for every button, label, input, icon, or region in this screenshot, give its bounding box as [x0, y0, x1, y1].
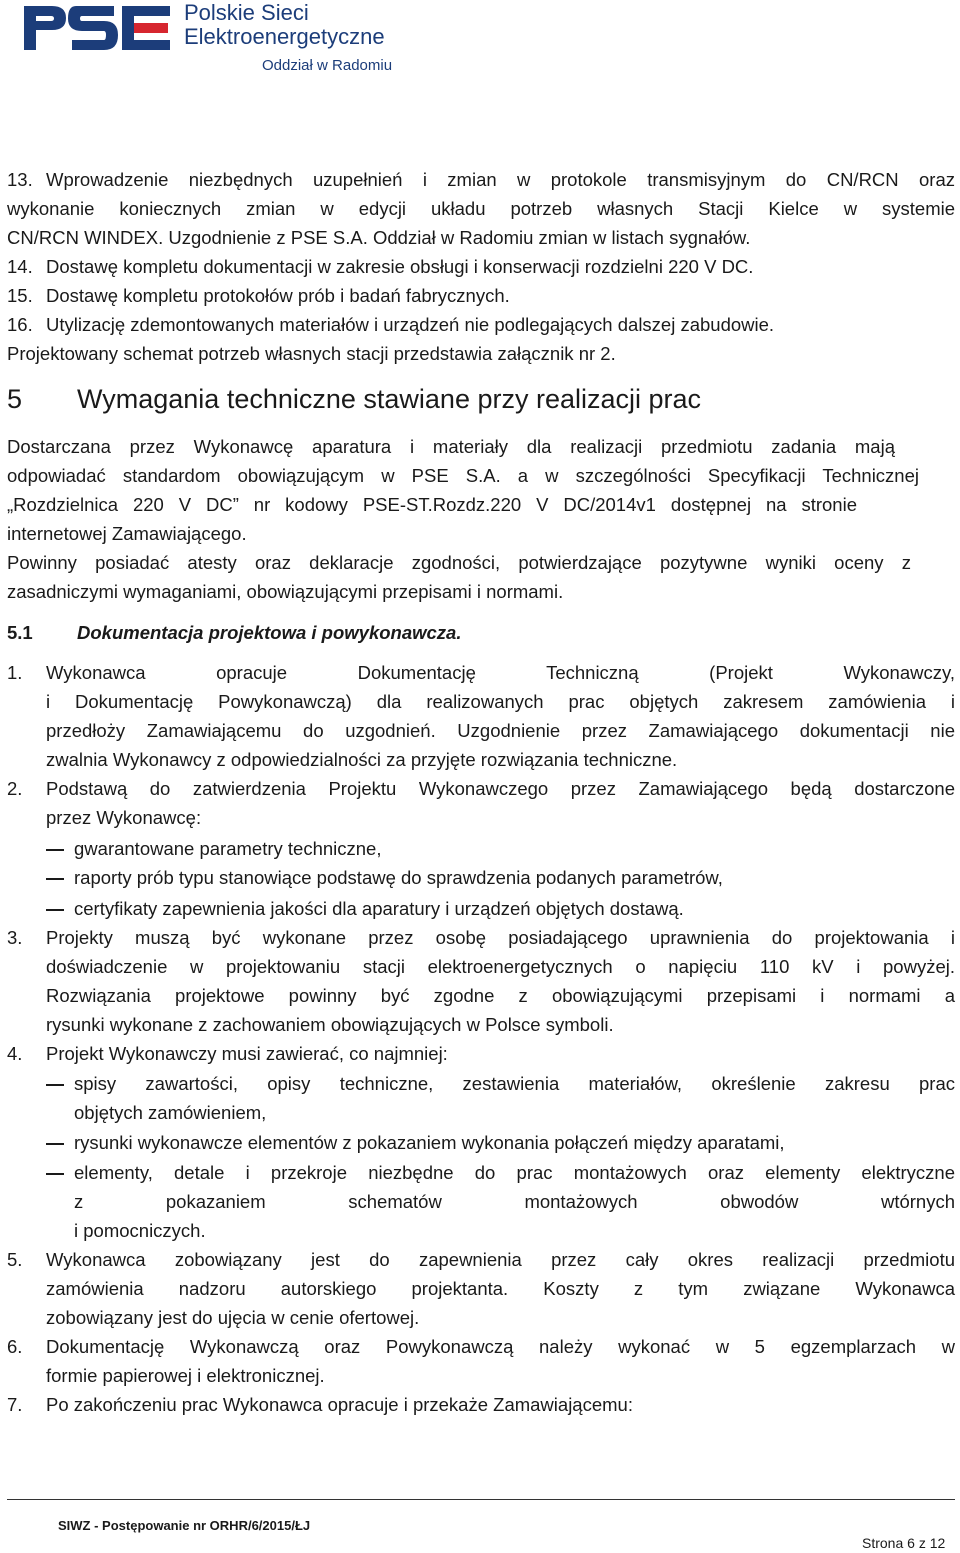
- paragraph-line: internetowej Zamawiającego.: [7, 523, 247, 544]
- section-number: 5: [7, 384, 23, 414]
- list-number: 15.: [7, 285, 33, 306]
- list-item-line: wykonanie koniecznych zmian w edycji układu potrzeb własnych Stacji Kielce w systemie: [7, 198, 955, 219]
- bullet-dash: [46, 1173, 64, 1175]
- section-heading: [7, 383, 701, 415]
- list-number: 3.: [7, 927, 23, 948]
- list-item-line: formie papierowej i elektronicznej.: [46, 1365, 325, 1386]
- paragraph-line: Powinny posiadać atesty oraz deklaracje zgodności, potwierdzające pozytywne wyniki oceny z: [7, 552, 911, 573]
- subsection-title: Dokumentacja projektowa i powykonawcza.: [77, 622, 462, 643]
- brand-line-2: Elektroenergetyczne: [184, 24, 385, 49]
- list-item-line: zobowiązany jest do ujęcia w cenie ofertowej.: [46, 1307, 420, 1328]
- bullet-dash: [46, 1143, 64, 1145]
- bullet-text: elementy, detale i przekroje niezbędne do prac montażowych oraz elementy elektryczne: [74, 1162, 955, 1183]
- subsection-number: 5.1: [7, 622, 33, 643]
- brand-line-3: Oddział w Radomiu: [262, 57, 393, 74]
- bullet-text: spisy zawartości, opisy techniczne, zestawienia materiałów, określenie zakresu prac: [74, 1073, 955, 1094]
- pse-logo-mark: [22, 2, 172, 52]
- brand-line-1: Polskie Sieci: [184, 0, 309, 25]
- list-item-line: zwalnia Wykonawcy z odpowiedzialności za przyjęte rozwiązania techniczne.: [46, 749, 678, 770]
- paragraph-line: Dostarczana przez Wykonawcę aparatura i materiały dla realizacji przedmiotu zadania mają: [7, 436, 895, 457]
- list-item-line: i Dokumentację Powykonawczą) dla realizowanych prac objętych zakresem zamówienia i: [46, 691, 955, 712]
- list-number: 16.: [7, 314, 33, 335]
- pse-logo: [22, 0, 422, 80]
- list-item-line: Wprowadzenie niezbędnych uzupełnień i zmian w protokole transmisyjnym do CN/RCN oraz: [46, 169, 955, 190]
- list-item-line: przez Wykonawcę:: [46, 807, 202, 828]
- list-item-line: Projekt Wykonawczy musi zawierać, co najmniej:: [46, 1043, 448, 1064]
- bullet-dash: [46, 909, 64, 911]
- list-item-line: zamówienia nadzoru autorskiego projektanta. Koszty z tym związane Wykonawca: [46, 1278, 955, 1299]
- list-item-line: Wykonawca zobowiązany jest do zapewnienia przez cały okres realizacji przedmiotu: [46, 1249, 955, 1270]
- paragraph-line: zasadniczymi wymaganiami, obowiązującymi przepisami i normami.: [7, 581, 564, 602]
- list-number: 7.: [7, 1394, 23, 1415]
- list-number: 2.: [7, 778, 23, 799]
- list-item-line: rysunki wykonane z zachowaniem obowiązujących w Polsce symboli.: [46, 1014, 614, 1035]
- bullet-text: certyfikaty zapewnienia jakości dla aparatury i urządzeń objętych dostawą.: [74, 898, 684, 919]
- list-item-line: Utylizację zdemontowanych materiałów i urządzeń nie podlegających dalszej zabudowie.: [46, 314, 775, 335]
- schema-note: Projektowany schemat potrzeb własnych stacji przedstawia załącznik nr 2.: [7, 343, 616, 364]
- list-item-line: Dostawę kompletu protokołów prób i badań fabrycznych.: [46, 285, 510, 306]
- list-number: 14.: [7, 256, 33, 277]
- list-item-line: Po zakończeniu prac Wykonawca opracuje i przekaże Zamawiającemu:: [46, 1394, 633, 1415]
- bullet-dash: [46, 1084, 64, 1086]
- bullet-text: z pokazaniem schematów montażowych obwodów wtórnych: [74, 1191, 955, 1212]
- list-item-line: przedłoży Zamawiającemu do uzgodnień. Uzgodnienie przez Zamawiającego dokumentacji nie: [46, 720, 955, 741]
- footer-document-id: SIWZ - Postępowanie nr ORHR/6/2015/ŁJ: [58, 1518, 311, 1533]
- list-item-line: Dokumentację Wykonawczą oraz Powykonawczą należy wykonać w 5 egzemplarzach w: [46, 1336, 955, 1357]
- footer-divider: [7, 1499, 955, 1500]
- paragraph-line: „Rozdzielnica 220 V DC” nr kodowy PSE-ST.Rozdz.220 V DC/2014v1 dostępnej na stronie: [7, 494, 857, 515]
- footer-page-number: Strona 6 z 12: [862, 1535, 946, 1551]
- bullet-dash: [46, 878, 64, 880]
- section-title: Wymagania techniczne stawiane przy realizacji prac: [77, 384, 702, 414]
- bullet-text: gwarantowane parametry techniczne,: [74, 838, 382, 859]
- list-item-line: Projekty muszą być wykonane przez osobę posiadającego uprawnienia do projektowania i: [46, 927, 955, 948]
- list-item-line: Dostawę kompletu dokumentacji w zakresie obsługi i konserwacji rozdzielni 220 V DC.: [46, 256, 754, 277]
- bullet-text: raporty prób typu stanowiące podstawę do sprawdzenia podanych parametrów,: [74, 867, 723, 888]
- paragraph-line: odpowiadać standardom obowiązującym w PSE S.A. a w szczególności Specyfikacji Technicznej: [7, 465, 919, 486]
- list-number: 13.: [7, 169, 33, 190]
- list-item-line: Wykonawca opracuje Dokumentację Techniczną (Projekt Wykonawczy,: [46, 662, 955, 683]
- list-number: 5.: [7, 1249, 23, 1270]
- list-number: 4.: [7, 1043, 23, 1064]
- bullet-dash: [46, 849, 64, 851]
- bullet-text: objętych zamówieniem,: [74, 1102, 267, 1123]
- list-item-line: doświadczenie w projektowaniu stacji elektroenergetycznych o napięciu 110 kV i powyżej.: [46, 956, 955, 977]
- list-item-line: Rozwiązania projektowe powinny być zgodne z obowiązującymi przepisami i normami a: [46, 985, 955, 1006]
- list-number: 6.: [7, 1336, 23, 1357]
- list-item-line: Podstawą do zatwierdzenia Projektu Wykonawczego przez Zamawiającego będą dostarczone: [46, 778, 955, 799]
- subsection-heading: [7, 618, 462, 647]
- list-item-line: CN/RCN WINDEX. Uzgodnienie z PSE S.A. Oddział w Radomiu zmian w listach sygnałów.: [7, 227, 751, 248]
- bullet-text: i pomocniczych.: [74, 1220, 206, 1241]
- list-number: 1.: [7, 662, 23, 683]
- bullet-text: rysunki wykonawcze elementów z pokazaniem wykonania połączeń między aparatami,: [74, 1132, 785, 1153]
